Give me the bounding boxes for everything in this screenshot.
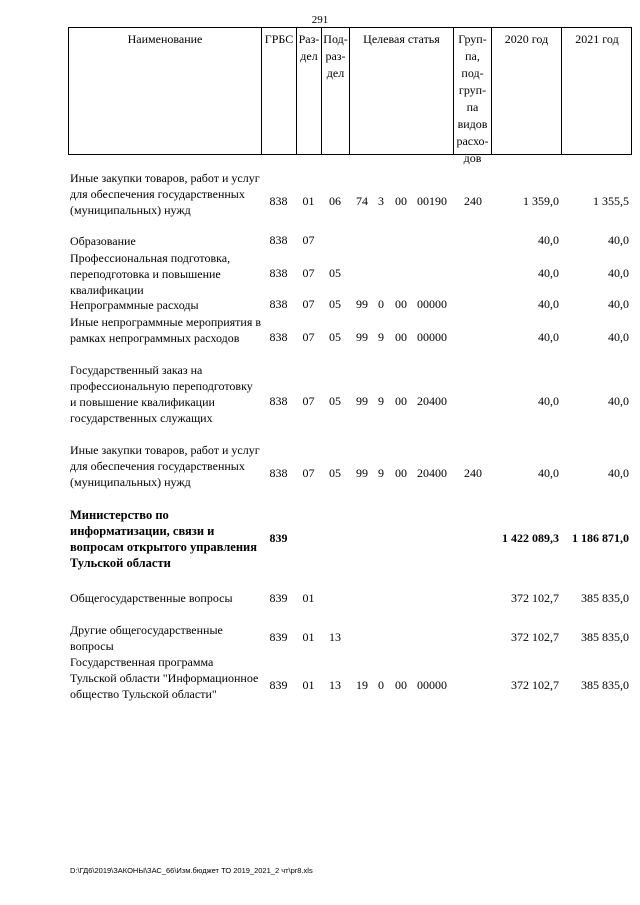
cell-v2021: 40,0 xyxy=(608,297,629,311)
cell-grbs: 839 xyxy=(269,531,288,545)
cell-rz: 01 xyxy=(302,194,315,208)
cell-t2: 9 xyxy=(378,330,384,344)
cell-v2021: 40,0 xyxy=(608,394,629,408)
cell-vr: 240 xyxy=(464,194,482,208)
header-name: Наименование xyxy=(69,28,262,154)
row-name: Государственная программа Тульской области "Информационное общество Тульской области" xyxy=(70,655,259,701)
cell-rz: 07 xyxy=(302,330,315,344)
table-row xyxy=(68,442,632,506)
cell-grbs: 839 xyxy=(269,678,288,692)
cell-t4: 00190 xyxy=(417,194,447,208)
cell-rz: 01 xyxy=(302,678,315,692)
cell-v2021: 385 835,0 xyxy=(581,678,629,692)
table-row xyxy=(68,590,632,608)
cell-t1: 99 xyxy=(356,394,368,408)
table-row xyxy=(68,170,632,234)
row-name: Образование xyxy=(70,234,136,248)
cell-t3: 00 xyxy=(395,466,407,480)
cell-grbs: 838 xyxy=(269,194,288,208)
table-row xyxy=(68,654,632,718)
cell-v2020: 40,0 xyxy=(538,466,559,480)
cell-vr: 240 xyxy=(464,466,482,480)
table-row xyxy=(68,314,632,362)
cell-t3: 00 xyxy=(395,297,407,311)
cell-v2020: 372 102,7 xyxy=(511,591,559,605)
cell-pr: 13 xyxy=(329,630,341,644)
cell-v2020: 1 422 089,3 xyxy=(502,531,559,545)
cell-rz: 07 xyxy=(302,297,315,311)
cell-t1: 99 xyxy=(356,466,368,480)
cell-t4: 20400 xyxy=(417,394,447,408)
cell-t3: 00 xyxy=(395,678,407,692)
cell-v2020: 40,0 xyxy=(538,233,559,247)
cell-v2021: 40,0 xyxy=(608,233,629,247)
cell-t1: 99 xyxy=(356,330,368,344)
header-2020: 2020 год xyxy=(492,28,562,154)
cell-t1: 99 xyxy=(356,297,368,311)
cell-v2021: 1 186 871,0 xyxy=(572,531,629,545)
header-razdel: Раз- дел xyxy=(297,28,322,154)
row-name: Государственный заказ на профессиональную переподготовку и повышение квалификации государственных служащих xyxy=(70,363,253,425)
cell-v2020: 40,0 xyxy=(538,394,559,408)
cell-pr: 05 xyxy=(329,297,341,311)
cell-v2021: 40,0 xyxy=(608,466,629,480)
row-name: Иные непрограммные мероприятия в рамках непрограммных расходов xyxy=(70,315,262,345)
cell-v2020: 40,0 xyxy=(538,297,559,311)
cell-pr: 05 xyxy=(329,394,341,408)
header-podrazdel: Под- раз- дел xyxy=(322,28,350,154)
row-name: Иные закупки товаров, работ и услуг для обеспечения государственных (муниципальных) нужд xyxy=(70,443,260,489)
cell-grbs: 838 xyxy=(269,266,288,280)
cell-t1: 19 xyxy=(356,678,368,692)
cell-v2021: 40,0 xyxy=(608,266,629,280)
cell-v2020: 40,0 xyxy=(538,266,559,280)
cell-grbs: 839 xyxy=(269,591,288,605)
cell-rz: 07 xyxy=(302,266,315,280)
cell-t2: 3 xyxy=(378,194,384,208)
cell-t3: 00 xyxy=(395,194,407,208)
cell-t2: 9 xyxy=(378,466,384,480)
cell-grbs: 838 xyxy=(269,297,288,311)
row-name: Непрограммные расходы xyxy=(70,298,199,312)
cell-v2020: 1 359,0 xyxy=(523,194,559,208)
cell-pr: 06 xyxy=(329,194,341,208)
row-name: Иные закупки товаров, работ и услуг для обеспечения государственных (муниципальных) нужд xyxy=(70,171,260,217)
cell-t3: 00 xyxy=(395,394,407,408)
page-number: 291 xyxy=(311,14,329,26)
cell-v2021: 385 835,0 xyxy=(581,630,629,644)
cell-t4: 00000 xyxy=(417,297,447,311)
cell-v2020: 372 102,7 xyxy=(511,630,559,644)
header-2021: 2021 год xyxy=(575,32,619,46)
table-row xyxy=(68,622,632,654)
cell-rz: 01 xyxy=(302,630,315,644)
row-name: Министерство по информатизации, связи и вопросам открытого управления Тульской области xyxy=(70,508,257,570)
cell-grbs: 838 xyxy=(269,466,288,480)
table-row xyxy=(68,507,632,571)
cell-t2: 0 xyxy=(378,297,384,311)
cell-grbs: 838 xyxy=(269,233,288,247)
cell-t4: 20400 xyxy=(417,466,447,480)
cell-v2020: 372 102,7 xyxy=(511,678,559,692)
cell-v2021: 1 355,5 xyxy=(593,194,629,208)
cell-grbs: 838 xyxy=(269,394,288,408)
cell-t2: 9 xyxy=(378,394,384,408)
table-row xyxy=(68,250,632,298)
cell-rz: 07 xyxy=(302,394,315,408)
header-grbs: ГРБС xyxy=(262,28,297,154)
footer-file-path: D:\ГД6\2019\ЗАКОНЫ\ЗАС_66\Изм.бюджет ТО 2019_2021_2 чт\pr8.xls xyxy=(70,866,313,875)
cell-pr: 05 xyxy=(329,330,341,344)
header-group: Груп- па, под- груп- па видов расхо- дов xyxy=(454,28,492,154)
cell-t1: 74 xyxy=(356,194,368,208)
cell-grbs: 839 xyxy=(269,630,288,644)
row-name: Другие общегосударственные вопросы xyxy=(70,623,223,653)
cell-v2021: 385 835,0 xyxy=(581,591,629,605)
cell-t3: 00 xyxy=(395,330,407,344)
cell-v2021: 40,0 xyxy=(608,330,629,344)
cell-t4: 00000 xyxy=(417,678,447,692)
table-header xyxy=(68,27,632,165)
table-row xyxy=(68,233,632,249)
cell-pr: 13 xyxy=(329,678,341,692)
cell-rz: 01 xyxy=(302,591,315,605)
cell-v2020: 40,0 xyxy=(538,330,559,344)
cell-rz: 07 xyxy=(302,233,315,247)
row-name: Общегосударственные вопросы xyxy=(70,591,233,605)
cell-t2: 0 xyxy=(378,678,384,692)
cell-pr: 05 xyxy=(329,266,341,280)
table-row xyxy=(68,362,632,442)
cell-pr: 05 xyxy=(329,466,341,480)
row-name: Профессиональная подготовка, переподготовка и повышение квалификации xyxy=(70,251,231,297)
cell-rz: 07 xyxy=(302,466,315,480)
header-target: Целевая статья xyxy=(350,28,454,154)
table-row xyxy=(68,297,632,313)
cell-grbs: 838 xyxy=(269,330,288,344)
cell-t4: 00000 xyxy=(417,330,447,344)
